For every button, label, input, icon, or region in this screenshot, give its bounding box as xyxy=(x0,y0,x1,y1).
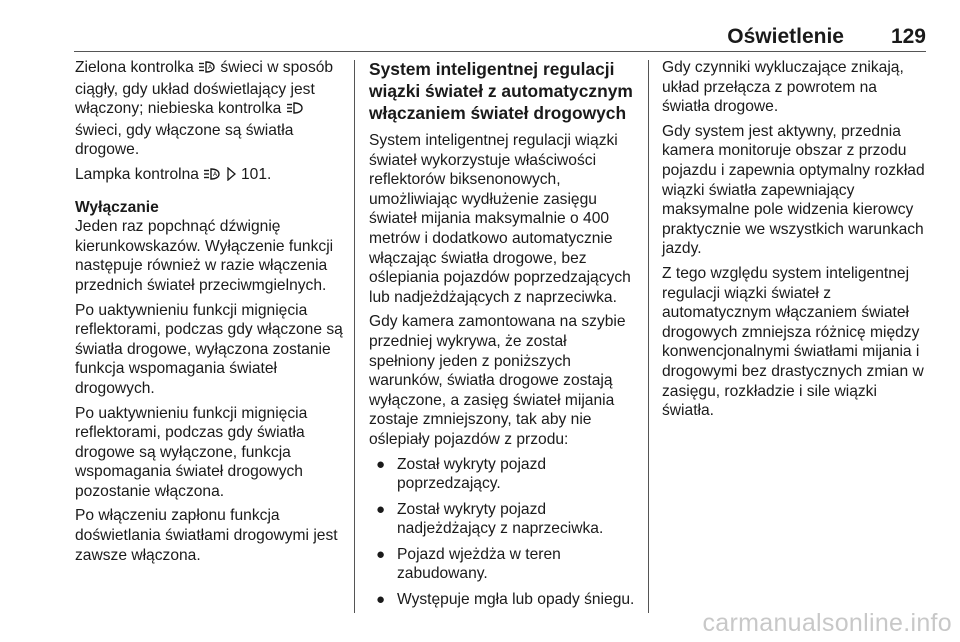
paragraph: System inteligentnej regulacji wiązki świateł wykorzystuje właściwości reflektorów biksenonowych, umożliwiając wydłużenie zasięgu świateł mijania maksymalnie o 400 metrów i dodatkowo automatycznie włączając światła drogowe, bez oślepiania pojazdów poprzedzających lub nadjeżdżających z naprzeciwka. xyxy=(369,132,631,306)
paragraph: Z tego względu system inteligentnej regulacji wiązki świateł z automatycznym włączaniem świateł drogowych zmniejsza różnicę między konwencjonalnymi światłami mijania i drogowymi bez drastycznych zmian w zasięgu, rozkładzie i sile wiązki światła. xyxy=(662,264,924,420)
list-item: ● Występuje mgła lub opady śniegu. xyxy=(376,591,635,609)
paragraph: Po uaktywnieniu funkcji mignięcia reflektorami, podczas gdy włączone są światła drogowe, wyłączona zostanie funkcja wspomagania świateł drogowych. xyxy=(75,301,343,397)
paragraph: Po uaktywnieniu funkcji mignięcia reflektorami, podczas gdy światła drogowe są wyłączone, funkcja wspomagania świateł drogowych pozostanie włączona. xyxy=(75,404,308,500)
list-item: ● Pojazd wjeżdża w teren zabudowany. xyxy=(376,545,561,583)
section-heading: System inteligentnej regulacji wiązki świateł z automatycznym włączaniem świateł drogowych xyxy=(369,59,633,123)
page-title: Oświetlenie xyxy=(727,25,844,48)
paragraph: Gdy kamera zamontowana na szybie przedniej wykrywa, że został spełniony jeden z poniższych warunków, światła drogowe zostają wyłączone, a zasięg świateł mijania zostaje zmniejszony, tak aby nie oślepiały pojazdów z przodu: xyxy=(369,313,626,448)
page-header xyxy=(74,0,926,52)
high-beam-assist-icon xyxy=(203,167,221,187)
paragraph: Zielona kontrolka A świeci w sposób ciągły, gdy układ doświetlający jest włączony; niebieska kontrolka świeci, gdy włączone są światła drogowe. xyxy=(75,59,334,159)
subheading-wylaczanie: Wyłączanie xyxy=(75,198,159,216)
paragraph: Gdy czynniki wykluczające znikają, układ przełącza z powrotem na światła drogowe. xyxy=(662,59,904,116)
svg-text:A: A xyxy=(213,170,218,178)
column-3 xyxy=(662,58,928,426)
bullet-icon: ● xyxy=(376,591,386,609)
column-1 xyxy=(75,58,347,570)
conditions-list xyxy=(369,455,635,610)
high-beam-icon xyxy=(286,101,304,121)
paragraph: Po włączeniu zapłonu funkcja doświetlania światłami drogowymi jest zawsze włączona. xyxy=(75,507,338,564)
svg-text:A: A xyxy=(208,64,213,71)
list-item: ● Został wykryty pojazd poprzedzający. xyxy=(376,455,547,493)
page-reference-icon[interactable] xyxy=(226,167,237,187)
column-divider-2 xyxy=(648,60,649,613)
column-2 xyxy=(369,58,635,616)
bullet-icon: ● xyxy=(376,500,386,518)
bullet-icon: ● xyxy=(376,545,386,563)
page-number: 129 xyxy=(890,25,926,48)
list-item: ● Został wykryty pojazd nadjeżdżający z naprzeciwka. xyxy=(376,500,604,538)
paragraph: Lampka kontrolna A 101. xyxy=(75,165,347,187)
high-beam-assist-icon xyxy=(198,60,216,80)
bullet-icon: ● xyxy=(376,455,386,473)
header-divider xyxy=(74,51,926,52)
paragraph: Jeden raz popchnąć dźwignię kierunkowskazów. Wyłączenie funkcji następuje również w razie włączenia przednich świateł przeciwmgielnych. xyxy=(75,218,334,294)
watermark: carmanualsonline.info xyxy=(702,609,952,637)
paragraph: Gdy system jest aktywny, przednia kamera monitoruje obszar z przodu pojazdu i zapewnia optymalny rozkład wiązki światła zapewniający maksymalne pole widzenia kierowcy praktycznie we wszystkich warunkach jazdy. xyxy=(662,122,925,258)
column-divider-1 xyxy=(354,60,355,613)
